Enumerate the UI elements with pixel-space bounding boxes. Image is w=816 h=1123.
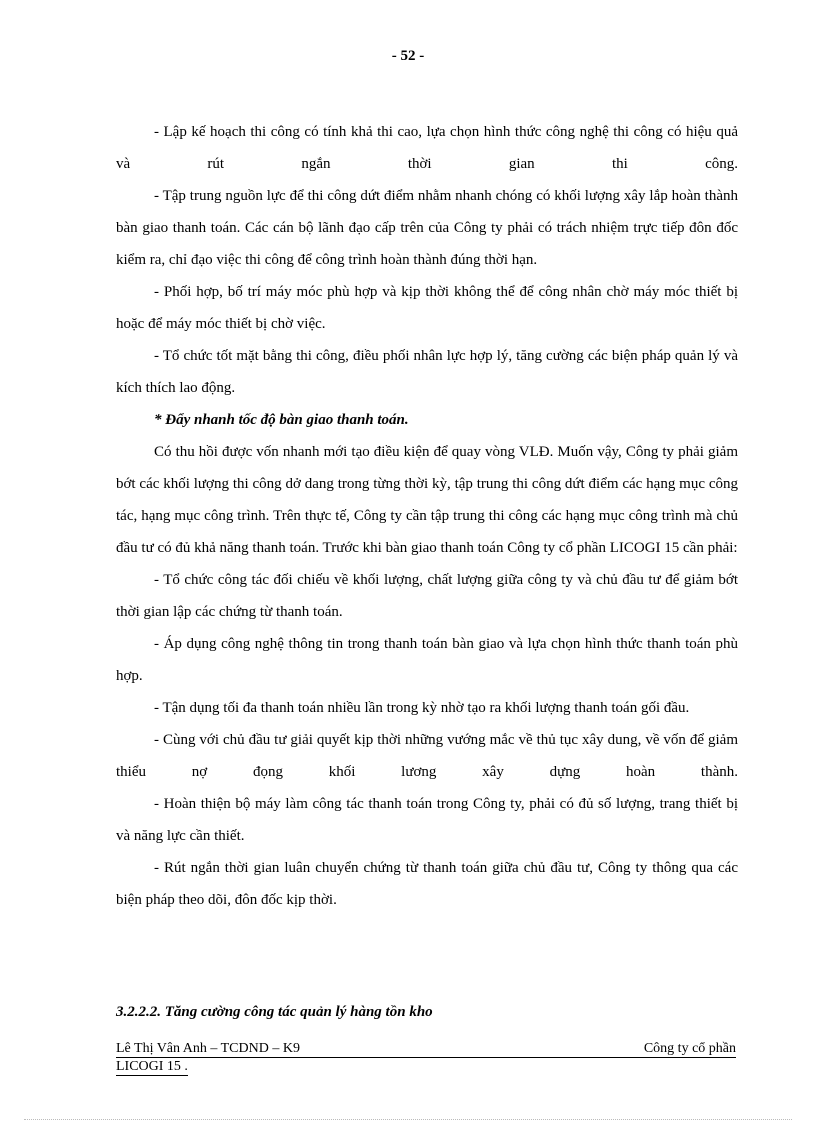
subheading: * Đẩy nhanh tốc độ bàn giao thanh toán. (154, 412, 409, 428)
paragraph: - Cùng với chủ đầu tư giải quyết kịp thời những vướng mắc về thủ tục xây dung, về vốn để giảm thiểu nợ đọng khối lương xây dựng hoàn thành. (116, 732, 738, 780)
page-footer (116, 1040, 736, 1076)
paragraph: - Hoàn thiện bộ máy làm công tác thanh toán trong Công ty, phải có đủ số lượng, trang thiết bị và năng lực cần thiết. (116, 796, 738, 844)
paragraph: - Rút ngắn thời gian luân chuyển chứng từ thanh toán giữa chủ đầu tư, Công ty thông qua các biện pháp theo dõi, đôn đốc kịp thời. (116, 860, 738, 908)
paragraph: - Tổ chức tốt mặt bằng thi công, điều phối nhân lực hợp lý, tăng cường các biện pháp quản lý và kích thích lao động. (116, 348, 738, 396)
page-number: - 52 - (391, 48, 425, 64)
paragraph: - Lập kế hoạch thi công có tính khả thi cao, lựa chọn hình thức công nghệ thi công có hiệu quả và rút ngắn thời gian thi công. (116, 124, 738, 172)
paragraph: Có thu hồi được vốn nhanh mới tạo điều kiện để quay vòng VLĐ. Muốn vậy, Công ty phải giảm bớt các khối lượng thi công dở dang trong từng thời kỳ, tập trung thi công dứt điểm các hạng mục công tác, hạng mục công trình. Trên thực tế, Công ty cần tập trung thi công các hạng mục công trình mà chủ đầu tư có đủ khả năng thanh toán. Trước khi bàn giao thanh toán Công ty cổ phần LICOGI 15 cần phải: (116, 444, 738, 556)
body-text (116, 116, 738, 916)
paragraph: - Tận dụng tối đa thanh toán nhiều lần trong kỳ nhờ tạo ra khối lượng thanh toán gối đầu. (154, 700, 690, 716)
page-bottom-rule (24, 1119, 792, 1120)
footer-author: Lê Thị Vân Anh – TCDND – K9 (116, 1041, 300, 1056)
paragraph: - Phối hợp, bố trí máy móc phù hợp và kịp thời không thể để công nhân chờ máy móc thiết bị hoặc để máy móc thiết bị chờ việc. (116, 284, 738, 332)
paragraph: - Tập trung nguồn lực để thi công dứt điểm nhằm nhanh chóng có khối lượng xây lắp hoàn thành bàn giao thanh toán. Các cán bộ lãnh đạo cấp trên của Công ty phải có trách nhiệm trực tiếp đôn đốc kiểm ra, chỉ đạo việc thi công để công trình hoàn thành đúng thời hạn. (116, 188, 738, 268)
paragraph: - Tổ chức công tác đối chiếu về khối lượng, chất lượng giữa công ty và chủ đầu tư để giảm bớt thời gian lập các chứng từ thanh toán. (116, 572, 738, 620)
footer-company-continued: LICOGI 15 . (116, 1059, 188, 1074)
paragraph: - Áp dụng công nghệ thông tin trong thanh toán bàn giao và lựa chọn hình thức thanh toán phù hợp. (116, 636, 738, 684)
footer-line (116, 1040, 736, 1058)
section-heading: 3.2.2.2. Tăng cường công tác quản lý hàng tồn kho (116, 1004, 433, 1020)
footer-company: Công ty cổ phần (643, 1041, 736, 1056)
